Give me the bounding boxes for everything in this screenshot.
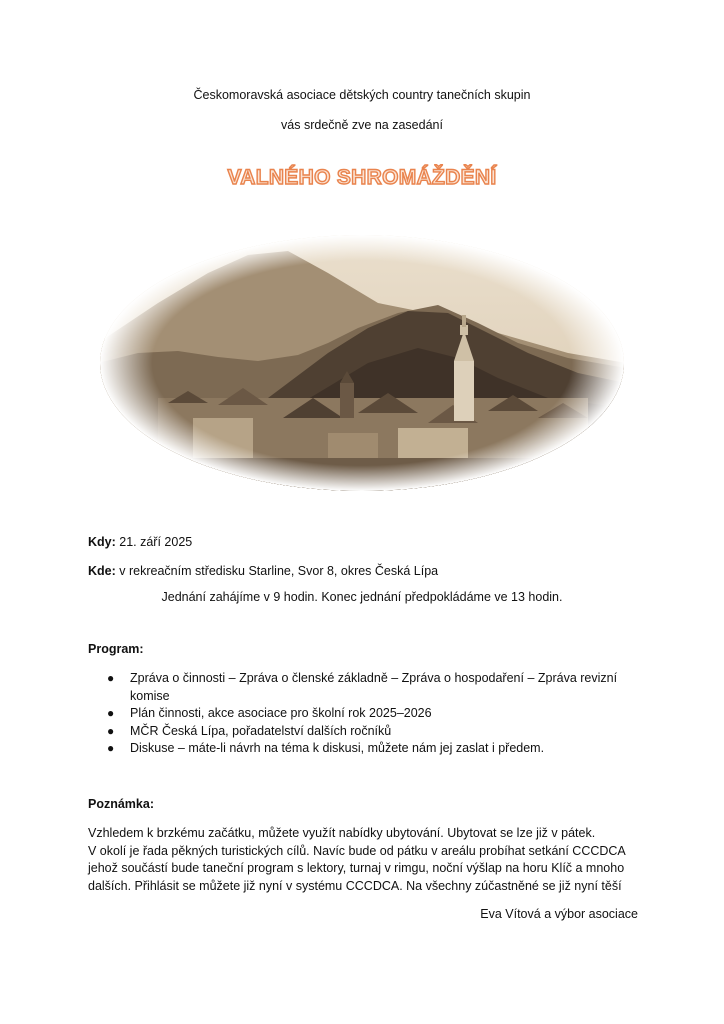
organization-name: Českomoravská asociace dětských country tanečních skupin bbox=[193, 88, 531, 102]
list-item bbox=[88, 740, 648, 758]
program-heading: Program: bbox=[88, 642, 144, 656]
bullet-icon: ● bbox=[107, 723, 115, 738]
event-location bbox=[88, 563, 438, 579]
bullet-icon: ● bbox=[107, 741, 115, 755]
invitation-line: vás srdečně zve na zasedání bbox=[281, 118, 443, 132]
event-title: VALNÉHO SHROMÁŽDĚNÍ bbox=[227, 166, 497, 189]
where-label: Kde: bbox=[88, 564, 116, 578]
when-value: 21. září 2025 bbox=[115, 535, 193, 549]
note-line: jehož součástí bude taneční program s lektory, turnaj v rimgu, noční výšlap na horu Klíč a mnoho bbox=[88, 861, 625, 875]
list-item bbox=[88, 670, 648, 705]
signature: Eva Vítová a výbor asociace bbox=[480, 907, 638, 921]
note-body bbox=[88, 825, 648, 895]
list-item bbox=[88, 723, 648, 741]
vintage-town-photo bbox=[98, 233, 626, 493]
schedule-line: Jednání zahájíme v 9 hodin. Konec jednání předpokládáme ve 13 hodin. bbox=[161, 590, 563, 604]
list-item-text: Zpráva o činnosti – Zpráva o členské základně – Zpráva o hospodaření – Zpráva revizní komise bbox=[130, 671, 618, 703]
program-list bbox=[88, 670, 648, 758]
note-heading: Poznámka: bbox=[88, 797, 154, 811]
note-line: dalších. Přihlásit se můžete již nyní v systému CCCDCA. Na všechny zúčastněné se již nyní těší bbox=[88, 878, 622, 893]
when-label: Kdy: bbox=[88, 535, 116, 549]
bullet-icon: ● bbox=[107, 706, 115, 720]
list-item-text: Diskuse – máte-li návrh na téma k diskusi, můžete nám jej zaslat i předem. bbox=[130, 741, 545, 755]
where-value: v rekreačním středisku Starline, Svor 8, okres Česká Lípa bbox=[115, 564, 439, 578]
note-line: V okolí je řada pěkných turistických cílů. Navíc bude od pátku v areálu probíhat setkání CCCDCA bbox=[88, 843, 626, 858]
event-date bbox=[88, 534, 192, 550]
note-line: Vzhledem k brzkému začátku, můžete využít nabídky ubytování. Ubytovat se lze již v pátek. bbox=[88, 826, 596, 840]
list-item bbox=[88, 705, 648, 723]
list-item-text: Plán činnosti, akce asociace pro školní rok 2025–2026 bbox=[130, 706, 432, 720]
list-item-text: MČR Česká Lípa, pořadatelství dalších ročníků bbox=[130, 723, 392, 738]
bullet-icon: ● bbox=[107, 671, 115, 685]
